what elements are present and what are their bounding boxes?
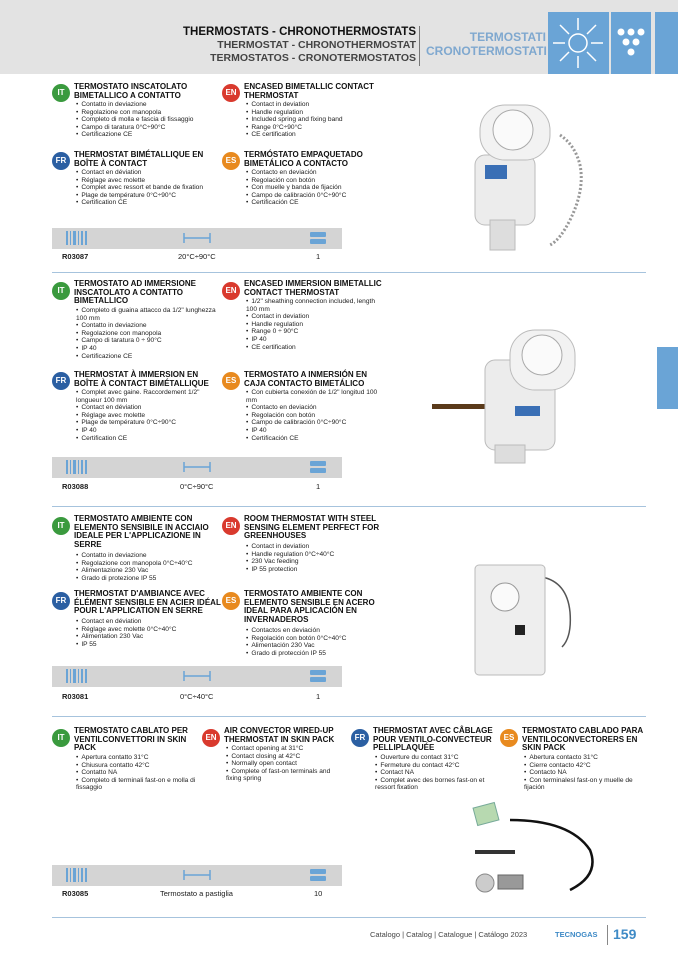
product-title-fr: THERMOSTAT À IMMERSION EN BOÎTE À CONTACT BIMÉTALLIQUE — [74, 370, 209, 388]
product-title-fr: THERMOSTAT D'AMBIANCE AVEC ÉLÉMENT SENSIBLE EN ACIER IDÉAL POUR L'APPLICATION EN SERRE — [74, 589, 221, 615]
product-quantity: 1 — [316, 252, 321, 261]
feature-list-it — [76, 101, 216, 139]
feature-list-fr — [76, 389, 216, 442]
feature-item: • Campo de calibración 0°C÷90°C — [246, 192, 386, 200]
feature-item: • Contatto in deviazione — [76, 552, 216, 560]
feature-item: • Contact en déviation — [76, 404, 216, 412]
feature-item: • Completo di molla e fascia di fissaggio — [76, 116, 216, 124]
feature-item: • Contatto in deviazione — [76, 101, 216, 109]
feature-item: • CE certification — [246, 131, 386, 139]
feature-item: • Apertura contatto 31°C — [76, 754, 196, 762]
feature-item: • Handle regulation 0°C÷40°C — [246, 551, 386, 559]
barcode-icon — [66, 231, 88, 245]
feature-item: • Contact opening at 31°C — [226, 745, 346, 753]
feature-item: • Certificación CE — [246, 435, 386, 443]
feature-item: • Contacto en deviación — [246, 169, 386, 177]
header-title-3: TERMOSTATOS - CRONOTERMOSTATOS — [210, 52, 416, 64]
feature-item: • IP 55 — [76, 641, 216, 649]
feature-item: • Contact closing at 42°C — [226, 753, 346, 761]
language-badge-es: ES — [222, 592, 240, 610]
feature-item: • IP 40 — [246, 427, 386, 435]
spec-header-bar — [52, 666, 342, 687]
feature-item: • Campo de calibración 0°C÷90°C — [246, 419, 386, 427]
feature-item: • Grado di protección IP 55 — [246, 650, 386, 658]
feature-item: • Complet avec gaine. Raccordement 1/2" longueur 100 mm — [76, 389, 216, 404]
product-quantity: 10 — [314, 889, 323, 898]
product-range: 0°C÷90°C — [180, 482, 214, 491]
feature-item: • Certification CE — [76, 199, 226, 207]
feature-item: • Normally open contact — [226, 760, 346, 768]
spec-row — [52, 889, 342, 900]
feature-item: • Con cubierta conexión de 1/2" longitud 100 mm — [246, 389, 386, 404]
spec-header-bar — [52, 457, 342, 478]
dots-logo-icon — [611, 12, 651, 74]
language-badge-en: EN — [222, 517, 240, 535]
feature-item: • Con muelle y banda de fijación — [246, 184, 386, 192]
product-title-es: TERMÓSTATO EMPAQUETADO BIMETÁLICO A CONTACTO — [244, 150, 363, 168]
product-title-en: ROOM THERMOSTAT WITH STEEL SENSING ELEMENT PERFECT FOR GREENHOUSES — [244, 514, 380, 540]
feature-item: • Réglage avec molette — [76, 412, 216, 420]
range-icon — [182, 460, 212, 474]
feature-item: • Con terminalesl fast-on y muelle de fijación — [524, 777, 646, 792]
feature-item: • IP 40 — [76, 345, 216, 353]
barcode-icon — [66, 868, 88, 882]
feature-item: • Regolazione con manopola — [76, 109, 216, 117]
feature-item: • Grado di protezione IP 55 — [76, 575, 216, 583]
feature-item: • Abertura contacto 31°C — [524, 754, 646, 762]
product-code: R03088 — [62, 482, 89, 491]
product-title-es: TERMOSTATO CABLADO PARA VENTILOCONVECTORERS EN SKIN PACK — [522, 726, 643, 752]
footer-divider — [607, 925, 608, 945]
section-divider — [52, 272, 646, 273]
footer-catalog: Catalogo | Catalog | Catalogue | Catálogo 2023 — [370, 930, 528, 939]
barcode-icon — [66, 460, 88, 474]
feature-item: • 230 Vac feeding — [246, 558, 386, 566]
feature-item: • Included spring and fixing band — [246, 116, 386, 124]
feature-item: • Handle regulation — [246, 109, 386, 117]
header-title-1: THERMOSTATS - CHRONOTHERMOSTATS — [183, 26, 416, 38]
feature-item: • Ouverture du contact 31°C — [375, 754, 495, 762]
header-category — [426, 30, 546, 58]
feature-list-en — [246, 543, 386, 573]
feature-item: • Regolación con botón — [246, 177, 386, 185]
package-quantity-icon — [308, 669, 328, 683]
feature-item: • Contactos en deviación — [246, 627, 386, 635]
feature-item: • IP 40 — [246, 336, 386, 344]
product-title-es: TERMOSTATO A INMERSIÓN EN CAJA CONTACTO BIMETÁLICO — [244, 370, 367, 388]
feature-list-fr — [375, 754, 495, 792]
product-title-es: TERMOSTATO AMBIENTE CON ELEMENTO SENSIBLE EN ACERO IDEAL PARA APLICACIÓN EN INVERNADEROS — [244, 589, 375, 624]
range-icon — [182, 868, 212, 882]
feature-item: • Plage de température 0°C÷90°C — [76, 192, 226, 200]
spec-row — [52, 482, 342, 493]
feature-list-it — [76, 307, 216, 360]
feature-item: • Contatto in deviazione — [76, 322, 216, 330]
product-image-r03087 — [465, 95, 625, 255]
product-title-en: ENCASED IMMERSION BIMETALLIC CONTACT THERMOSTAT — [244, 279, 382, 297]
feature-item: • Regolación con botón — [246, 412, 386, 420]
language-badge-it: IT — [52, 84, 70, 102]
language-badge-es: ES — [500, 729, 518, 747]
spec-row — [52, 252, 342, 263]
feature-item: • Range 0°C÷90°C — [246, 124, 386, 132]
feature-list-es — [524, 754, 646, 792]
product-title-en: ENCASED BIMETALLIC CONTACT THERMOSTAT — [244, 82, 374, 100]
feature-list-en — [246, 101, 386, 139]
feature-item: • Contatto NA — [76, 769, 196, 777]
product-title-en: AIR CONVECTOR WIRED-UP THERMOSTAT IN SKIN PACK — [224, 726, 335, 744]
feature-list-fr — [76, 618, 216, 648]
feature-item: • Completo di guaina attacco da 1/2" lunghezza 100 mm — [76, 307, 216, 322]
feature-item: • Campo di taratura 0 ÷ 90°C — [76, 337, 216, 345]
feature-item: • Complete of fast-on terminals and fixing spring — [226, 768, 346, 783]
language-badge-es: ES — [222, 372, 240, 390]
product-title-it: TERMOSTATO CABLATO PER VENTILCONVETTORI IN SKIN PACK — [74, 726, 188, 752]
product-range: 20°C÷90°C — [178, 252, 216, 261]
language-badge-en: EN — [202, 729, 220, 747]
feature-item: • Campo di taratura 0°C÷90°C — [76, 124, 216, 132]
language-badge-fr: FR — [351, 729, 369, 747]
package-quantity-icon — [308, 460, 328, 474]
section-divider — [52, 506, 646, 507]
feature-item: • Contacto NA — [524, 769, 646, 777]
feature-list-es — [246, 389, 386, 442]
feature-item: • Alimentación 230 Vac — [246, 642, 386, 650]
feature-item: • Chiusura contatto 42°C — [76, 762, 196, 770]
feature-item: • Regolación con botón 0°C÷40°C — [246, 635, 386, 643]
feature-item: • Complet avec ressort et bande de fixation — [76, 184, 226, 192]
feature-list-es — [246, 627, 386, 657]
feature-item: • Range 0 ÷ 90°C — [246, 328, 386, 336]
product-code: R03087 — [62, 252, 89, 261]
language-badge-it: IT — [52, 517, 70, 535]
feature-item: • Certificazione CE — [76, 353, 216, 361]
range-icon — [182, 669, 212, 683]
language-badge-fr: FR — [52, 372, 70, 390]
product-title-it: TERMOSTATO AMBIENTE CON ELEMENTO SENSIBILE IN ACCIAIO IDEALE PER L'APPLICAZIONE IN SERRE — [74, 514, 209, 549]
feature-item: • Contact in deviation — [246, 543, 386, 551]
product-quantity: 1 — [316, 692, 321, 701]
side-section-tab — [657, 347, 678, 409]
feature-item: • Certificazione CE — [76, 131, 216, 139]
feature-item: • Regolazione con manopola 0°C÷40°C — [76, 560, 216, 568]
product-title-it: TERMOSTATO AD IMMERSIONE INSCATOLATO A CONTATTO BIMETALLICO — [74, 279, 196, 305]
feature-item: • Contact en déviation — [76, 618, 216, 626]
language-badge-fr: FR — [52, 592, 70, 610]
feature-item: • Alimentation 230 Vac — [76, 633, 216, 641]
product-code: R03081 — [62, 692, 89, 701]
package-quantity-icon — [308, 231, 328, 245]
feature-item: • Contact in deviation — [246, 313, 386, 321]
section-divider — [52, 917, 646, 918]
header-tab — [655, 12, 678, 74]
feature-list-en — [226, 745, 346, 783]
feature-item: • Réglage avec molette — [76, 177, 226, 185]
header-category-2: CRONOTERMOSTATI — [426, 44, 547, 58]
language-badge-it: IT — [52, 729, 70, 747]
barcode-icon — [66, 669, 88, 683]
product-image-r03081 — [470, 555, 580, 680]
language-badge-fr: FR — [52, 152, 70, 170]
language-badge-es: ES — [222, 152, 240, 170]
range-icon — [182, 231, 212, 245]
feature-item: • 1/2" sheathing connection included, length 100 mm — [246, 298, 386, 313]
feature-item: • Alimentazione 230 Vac — [76, 567, 216, 575]
product-range: Termostato a pastiglia — [160, 889, 233, 898]
feature-item: • Plage de température 0°C÷90°C — [76, 419, 216, 427]
feature-list-it — [76, 754, 196, 792]
spec-header-bar — [52, 865, 342, 886]
page-header — [0, 0, 678, 74]
spec-row — [52, 692, 342, 703]
page-number: 159 — [613, 926, 637, 942]
feature-item: • Contact NA — [375, 769, 495, 777]
feature-item: • Certification CE — [76, 435, 216, 443]
header-divider — [419, 26, 420, 66]
package-quantity-icon — [308, 868, 328, 882]
product-title-it: TERMOSTATO INSCATOLATO BIMETALLICO A CONTATTO — [74, 82, 188, 100]
section-divider — [52, 716, 646, 717]
language-badge-en: EN — [222, 282, 240, 300]
feature-item: • Fermeture du contact 42°C — [375, 762, 495, 770]
language-badge-it: IT — [52, 282, 70, 300]
feature-item: • Completo di terminali fast-on e molla di fissaggio — [76, 777, 196, 792]
product-image-r03085 — [470, 800, 610, 900]
feature-item: • CE certification — [246, 344, 386, 352]
product-image-r03088 — [430, 320, 590, 470]
snowflake-sun-icon — [548, 12, 609, 74]
product-quantity: 1 — [316, 482, 321, 491]
product-code: R03085 — [62, 889, 89, 898]
product-range: 0°C÷40°C — [180, 692, 214, 701]
feature-item: • Contact en déviation — [76, 169, 226, 177]
feature-list-en — [246, 298, 386, 351]
feature-item: • Cierre contacto 42°C — [524, 762, 646, 770]
feature-list-fr — [76, 169, 226, 207]
feature-list-es — [246, 169, 386, 207]
feature-item: • Complet avec des bornes fast-on et ressort fixation — [375, 777, 495, 792]
feature-item: • Contact in deviation — [246, 101, 386, 109]
product-title-fr: THERMOSTAT BIMÉTALLIQUE EN BOÎTE À CONTACT — [74, 150, 204, 168]
product-title-fr: THERMOSTAT AVEC CÂBLAGE POUR VENTILO-CONVECTEUR PELLIPLAQUÉE — [373, 726, 493, 752]
feature-item: • Réglage avec molette 0°C÷40°C — [76, 626, 216, 634]
language-badge-en: EN — [222, 84, 240, 102]
footer-brand: TECNOGAS — [555, 930, 598, 939]
feature-item: • IP 40 — [76, 427, 216, 435]
feature-list-it — [76, 552, 216, 582]
feature-item: • Certificación CE — [246, 199, 386, 207]
feature-item: • Handle regulation — [246, 321, 386, 329]
feature-item: • Contacto en deviación — [246, 404, 386, 412]
header-titles — [183, 26, 416, 65]
feature-item: • IP 55 protection — [246, 566, 386, 574]
header-category-1: TERMOSTATI — [469, 30, 546, 44]
header-title-2: THERMOSTAT - CHRONOTHERMOSTAT — [217, 39, 416, 51]
spec-header-bar — [52, 228, 342, 249]
feature-item: • Regolazione con manopola — [76, 330, 216, 338]
